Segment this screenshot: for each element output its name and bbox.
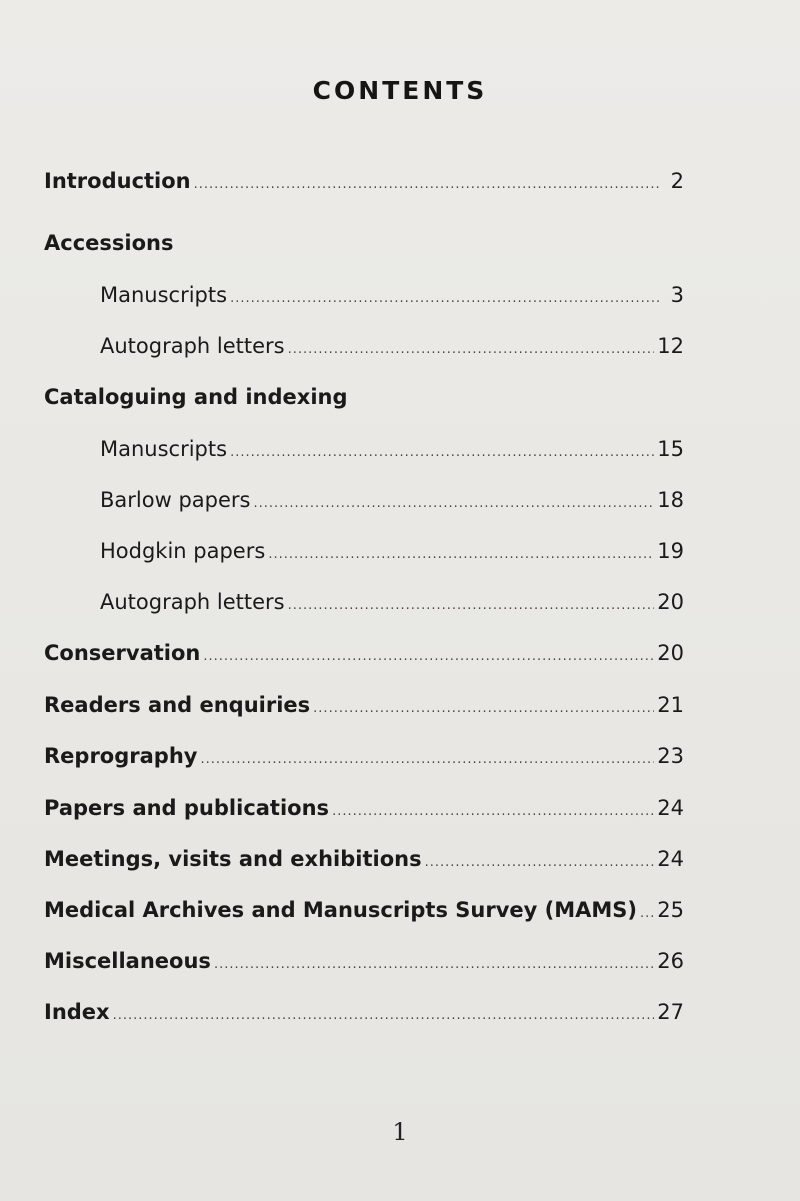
toc-entry-papers-and-publications[interactable] [44,793,684,823]
toc-entry-hodgkin-papers[interactable] [100,536,684,566]
toc-entry-barlow-papers[interactable] [100,485,684,515]
dot-leader [288,591,655,617]
section-heading-accessions: Accessions [44,231,174,255]
toc-entry-label: Meetings, visits and exhibitions [44,847,422,871]
toc-entry-label: Reprography [44,744,198,768]
toc-entry-cataloguing-autograph-letters[interactable] [100,587,684,617]
toc-page-number: 24 [657,847,684,871]
toc-page-number: 27 [657,1000,684,1024]
toc-page-number: 12 [657,334,684,358]
toc-entry-reprography[interactable] [44,741,684,771]
toc-entry-label: Papers and publications [44,796,330,820]
toc-entry-label: Autograph letters [100,334,285,358]
toc-entry-label: Medical Archives and Manuscripts Survey (MAMS) [44,898,637,922]
toc-entry-label: Miscellaneous [44,949,211,973]
toc-entry-mams[interactable] [44,895,684,925]
toc-entry-miscellaneous[interactable] [44,946,684,976]
dot-leader [214,950,654,976]
toc-page-number: 2 [670,169,684,193]
page-title: CONTENTS [312,76,488,105]
toc-entry-label: Readers and enquiries [44,693,311,717]
toc-page-number: 20 [657,590,684,614]
toc-page-number: 25 [657,898,684,922]
toc-page-number: 21 [657,693,684,717]
toc-page-number: 26 [657,949,684,973]
dot-leader [200,745,654,771]
dot-leader [313,694,654,720]
toc-entry-meetings-visits-exhibitions[interactable] [44,844,684,874]
toc-entry-label: Index [44,1000,110,1024]
toc-entry-label: Manuscripts [100,437,228,461]
toc-entry-cataloguing-manuscripts[interactable] [100,434,684,464]
dot-leader [230,438,654,464]
toc-page-number: 24 [657,796,684,820]
dot-leader [253,489,654,515]
toc-entry-introduction[interactable] [44,166,684,196]
dot-leader [268,540,654,566]
toc-entry-readers-and-enquiries[interactable] [44,690,684,720]
dot-leader [332,797,654,823]
toc-entry-label: Barlow papers [100,488,251,512]
toc-entry-accessions-manuscripts[interactable] [100,280,684,310]
page-folio-number: 1 [392,1118,408,1146]
toc-entry-conservation[interactable] [44,638,684,668]
toc-page-number: 19 [657,539,684,563]
dot-leader [425,848,655,874]
dot-leader [203,642,654,668]
toc-page-number: 23 [657,744,684,768]
toc-entry-label: Introduction [44,169,191,193]
toc-page-number: 20 [657,641,684,665]
toc-page-number: 3 [670,283,684,307]
toc-entry-label: Hodgkin papers [100,539,266,563]
toc-entry-index[interactable] [44,997,684,1027]
dot-leader [113,1001,655,1027]
section-heading-cataloguing: Cataloguing and indexing [44,385,348,409]
dot-leader [230,284,659,310]
toc-entry-label: Manuscripts [100,283,228,307]
dot-leader [640,899,654,925]
toc-entry-label: Conservation [44,641,201,665]
toc-page-number: 15 [657,437,684,461]
toc-page-number: 18 [657,488,684,512]
dot-leader [288,335,655,361]
dot-leader [194,170,659,196]
toc-entry-accessions-autograph-letters[interactable] [100,331,684,361]
toc-entry-label: Autograph letters [100,590,285,614]
